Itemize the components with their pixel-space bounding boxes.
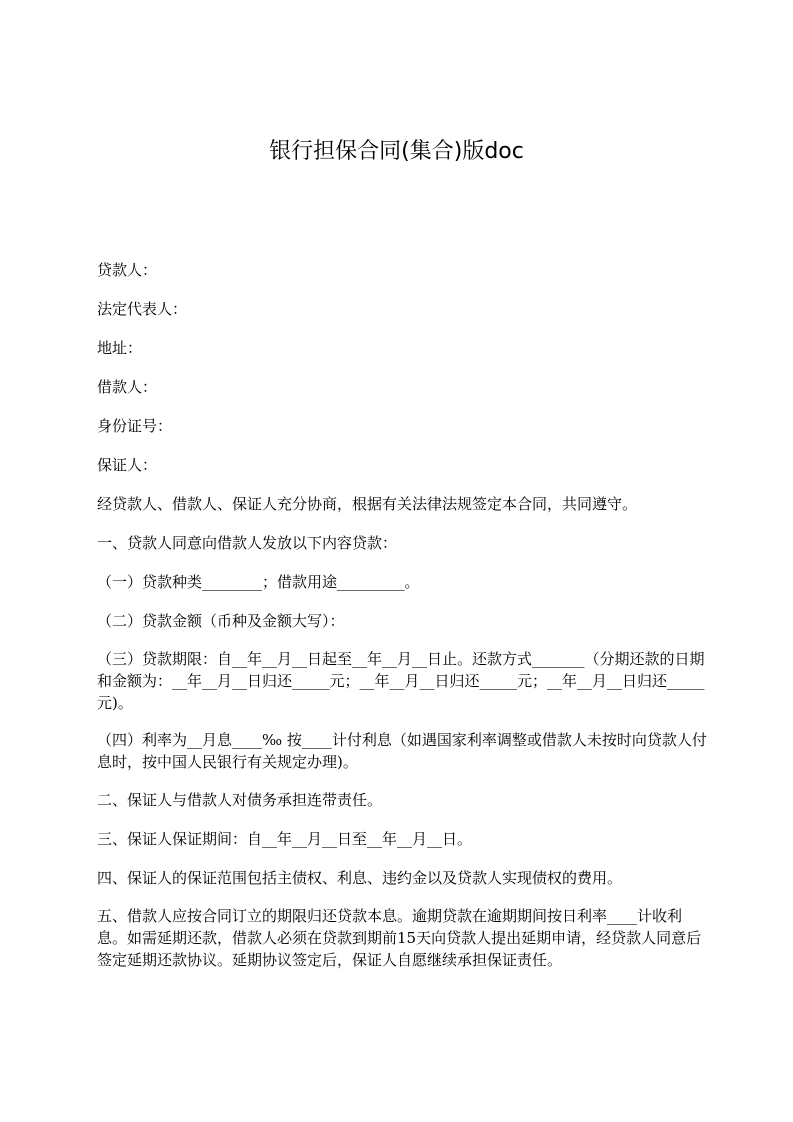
clause-1-item-1: （一）贷款种类________；借款用途_________。 — [97, 573, 420, 591]
lender-line: 贷款人： — [97, 261, 158, 279]
clause-1-item-4: （四）利率为__月息____‰ 按____计付利息（如遇国家利率调整或借款人未按时向贷款人付息时，按中国人民银行有关规定办理)。 — [97, 731, 707, 771]
clause-5: 五、借款人应按合同订立的期限归还贷款本息。逾期贷款在逾期期间按日利率____计收利息。如需延期还款，借款人必须在贷款到期前15天向贷款人提出延期申请，经贷款人同意后签定延期还款协议。延期协议签定后，保证人自愿继续承担保证责任。 — [97, 907, 702, 969]
id-number-line: 身份证号： — [97, 417, 173, 435]
guarantor-line: 保证人： — [97, 456, 158, 474]
borrower-line: 借款人： — [97, 378, 158, 396]
clause-2: 二、保证人与借款人对债务承担连带责任。 — [97, 791, 383, 809]
preamble-paragraph: 经贷款人、借款人、保证人充分协商，根据有关法律法规签定本合同，共同遵守。 — [97, 495, 638, 513]
clause-1-item-2: （二）贷款金额（币种及金额大写）： — [97, 612, 345, 630]
document-body — [97, 258, 707, 986]
document-title: 银行担保合同(集合)版doc — [269, 139, 524, 164]
clause-1-heading: 一、贷款人同意向借款人发放以下内容贷款： — [97, 534, 398, 552]
legal-representative-line: 法定代表人： — [97, 300, 188, 318]
clause-4: 四、保证人的保证范围包括主债权、利息、违约金以及贷款人实现债权的费用。 — [97, 869, 623, 887]
clause-3: 三、保证人保证期间：自__年__月__日至__年__月__日。 — [97, 830, 473, 848]
clause-1-item-3: （三）贷款期限：自__年__月__日起至__年__月__日止。还款方式_______（分期还款的日期和金额为：__年__月__日归还_____元；__年__月__日归还_____元；__年__月__日归还_____元)。 — [97, 650, 705, 712]
address-line: 地址： — [97, 339, 143, 357]
